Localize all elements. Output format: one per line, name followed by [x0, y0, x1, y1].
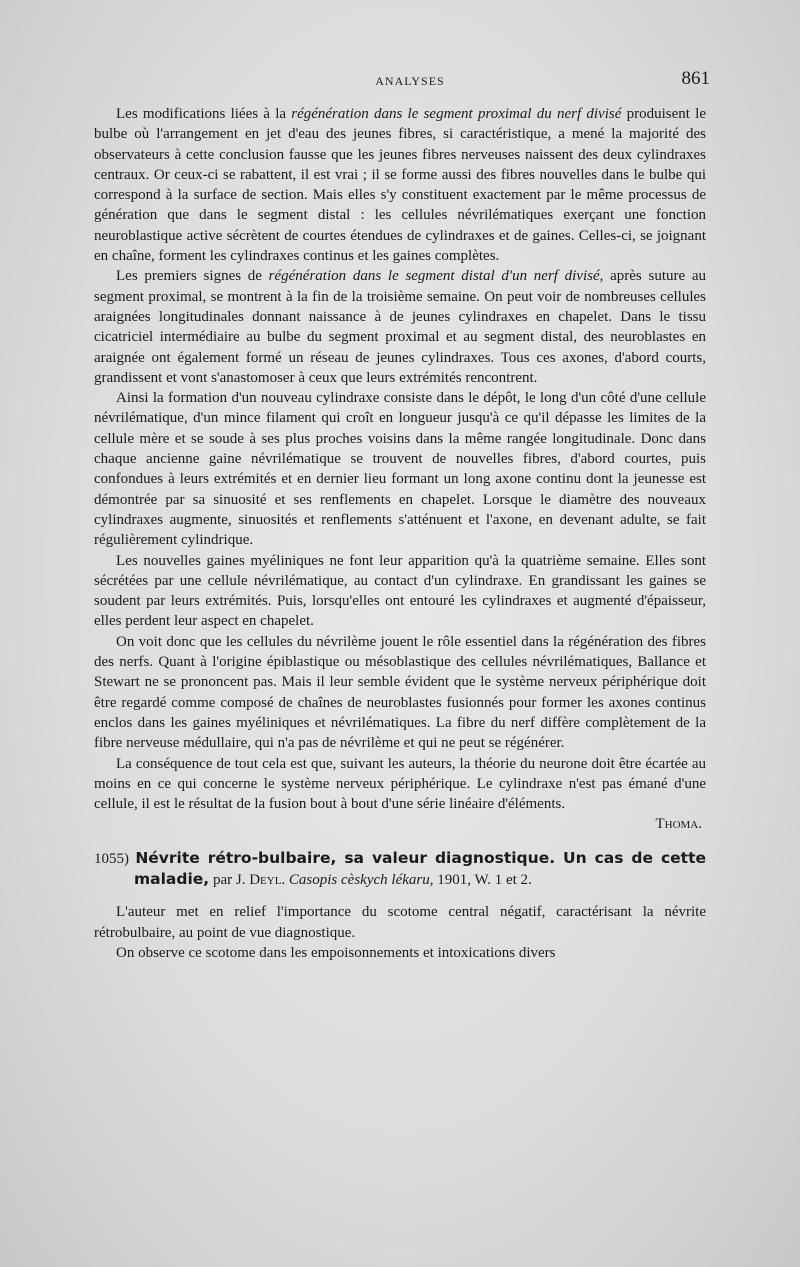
abstract-heading	[94, 848, 706, 891]
paragraph-2-italic: régénération dans le segment distal d'un nerf divisé,	[268, 268, 604, 285]
paragraph-1-italic: régénération dans le segment proximal du nerf divisé	[291, 106, 622, 122]
paragraph-4: Les nouvelles gaines myéliniques ne font leur apparition qu'à la quatrième semaine. Elles sont sécrétées par une cellule névrilématique, au contact d'un cylindraxe. En grandissant les gaines se soudent par leurs extrémités. Puis, lorsqu'elles ont entouré les cylindraxes et augmenté d'épaisseur, elles perdent leur aspect en chapelet.	[94, 552, 706, 630]
abstract-paragraph-1: L'auteur met en relief l'importance du scotome central négatif, caractérisant la névrite rétrobulbaire, au point de vue diagnostique.	[94, 904, 706, 941]
abstract-journal: Casopis cèskych lékaru,	[288, 871, 434, 888]
paragraph-1-start: Les modifications liées à la	[116, 106, 292, 122]
paragraph-6: La conséquence de tout cela est que, suivant les auteurs, la théorie du neurone doit être écartée au moins en ce qui concerne le système nerveux périphérique. Le cylindraxe n'est pas émané d'une cellule, il est le résultat de la fusion bout à bout d'une série linéaire d'éléments.	[94, 755, 706, 813]
abstract-paragraph-2: On observe ce scotome dans les empoisonnements et intoxications divers	[116, 944, 556, 961]
abstract-citation: 1901, W. 1 et 2.	[433, 871, 532, 888]
paragraph-2-rest: après suture au segment proximal, se montrent à la fin de la troisième semaine. On peut voir de nombreuses cellules araignées longitudinales donnant naissance à de jeunes cylindraxes en chapelet. Dans le tissu cicatriciel intermédiaire au bulbe du segment proximal et au segment distal, des neuroblastes en araignée ont également formé un réseau de jeunes cylindraxes. Tous ces axones, d'abord courts, grandissent et vont s'anastomoser à ceux que leurs extrémités rencontrent.	[94, 268, 707, 386]
paragraph-1	[94, 104, 706, 266]
abstract-by: par J.	[209, 871, 250, 888]
paragraph-3: Ainsi la formation d'un nouveau cylindraxe consiste dans le dépôt, le long d'un côté d'une cellule névrilématique, d'un mince filament qui croît en longueur jusqu'à ce qu'il dépasse les limites de la cellule mère et se soude à ses plus proches voisins dans la même rangée longitudinale. Donc dans chaque ancienne gaine névrilématique se trouvent de nouvelles fibres, d'abord courtes, puis confondues à leurs extrémités et en dernier lieu formant un long axone continu dont la jeunesse est démontrée par sa sinuosité et ses renflements en chapelet. Lorsque le diamètre des nouveaux cylindraxes augmente, sinuosités et renflements s'atténuent et l'axone, en devenant adulte, se fait régulièrement cylindrique.	[94, 390, 706, 549]
paragraph-2-start: Les premiers signes de	[116, 268, 269, 285]
abstract-title: Névrite rétro-bulbaire, sa valeur diagnostique. Un cas de cette maladie,	[134, 848, 707, 888]
abstract-number: 1055)	[94, 850, 129, 867]
abstract-author: Deyl.	[249, 871, 286, 888]
paragraph-2	[94, 266, 706, 388]
paragraph-1-rest: produisent le bulbe où l'arrangement en jet d'eau des jeunes fibres, si caractéristique, a mené la majorité des observateurs à cette conclusion fausse que les jeunes fibres nerveuses naissent des deux cylindraxes centraux. Or ceux-ci se rabattent, il est vrai ; il se forme aussi des fibres nouvelles dans le bulbe qui correspond à la surface de section. Mais elles s'y constituent exactement par le même processus de génération que dans le segment distal : les cellules névrilématiques exerçant une fonction neuroblastique active sécrètent de courtes étendues de cylindraxes et de gaines. Celles-ci, se joignant en chaîne, forment les cylindraxes continus et les gaines complètes.	[94, 106, 706, 265]
paragraph-5: On voit donc que les cellules du névrilème jouent le rôle essentiel dans la régénération des fibres des nerfs. Quant à l'origine épiblastique ou mésoblastique des cellules névrilématiques, Ballance et Stewart ne se prononcent pas. Mais il leur semble évident que le système nerveux périphérique doit être regardé comme composé de chaînes de neuroblastes fusionnés pour former les axones continus enclos dans les gaines myéliniques et névrilématiques. La fibre du nerf diffère complètement de la fibre nerveuse médullaire, qui n'a pas de névrilème et qui ne peut se régénérer.	[94, 633, 706, 752]
signature: Thoma.	[655, 816, 702, 833]
page-number: 861	[681, 68, 710, 89]
page-header	[110, 66, 710, 96]
body-text	[94, 104, 706, 963]
running-head: ANALYSES	[375, 74, 445, 88]
